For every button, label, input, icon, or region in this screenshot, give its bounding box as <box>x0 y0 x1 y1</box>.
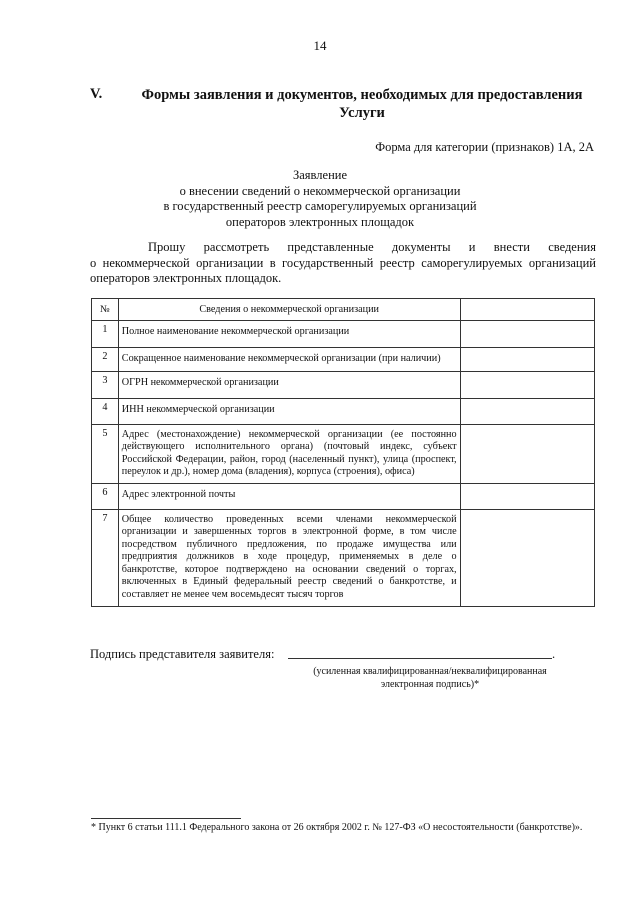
table-row <box>92 425 595 484</box>
row-label: Полное наименование некоммерческой организации <box>118 321 460 347</box>
signature-end-mark: . <box>552 647 556 661</box>
row-label: Сокращенное наименование некоммерческой организации (при наличии) <box>118 347 460 371</box>
row-value-cell[interactable] <box>460 372 594 398</box>
document-title-line: Заявление <box>292 168 347 182</box>
page-number: 14 <box>313 38 327 53</box>
table-row <box>92 483 595 509</box>
row-number: 7 <box>92 510 119 607</box>
document-title-line: в государственный реестр саморегулируемых организаций <box>163 199 477 213</box>
row-value-cell[interactable] <box>460 321 594 347</box>
footnote: * Пункт 6 статьи 111.1 Федерального закона от 26 октября 2002 г. № 127-ФЗ «О несостоятельности (банкротстве)». <box>91 822 583 833</box>
table-header-row <box>92 299 595 321</box>
intro-word: сведения <box>548 240 596 254</box>
row-number: 4 <box>92 398 119 424</box>
footnote-divider <box>91 818 241 819</box>
row-number: 5 <box>92 425 119 484</box>
header-info: Сведения о некоммерческой организации <box>118 299 460 321</box>
signature-label: Подпись представителя заявителя: <box>90 647 275 661</box>
row-label: Общее количество проведенных всеми членами некоммерческой организации и завершенных торгов в электронной форме, в том числе посредством публичного предложения, по продаже имущества или предприятия должников в ходе процедур, применяемых в деле о банкротстве, которое подтверждено на основании сведений о торгах, включенных в Единый федеральный реестр сведений о банкротстве, и составляет не менее чем восемьдесят тысяч торгов <box>118 510 460 607</box>
row-value-cell[interactable] <box>460 510 594 607</box>
document-title-line: операторов электронных площадок <box>225 214 415 229</box>
document-title <box>0 168 640 230</box>
row-label: ИНН некоммерческой организации <box>118 398 460 424</box>
row-value-cell[interactable] <box>460 483 594 509</box>
header-number: № <box>92 299 119 321</box>
table-row <box>92 398 595 424</box>
document-title-line: о внесении сведений о некоммерческой организации <box>179 183 461 198</box>
section-title: Формы заявления и документов, необходимых для предоставления Услуги <box>141 87 583 121</box>
signature-caption <box>270 666 590 691</box>
row-label: ОГРН некоммерческой организации <box>118 372 460 398</box>
row-value-cell[interactable] <box>460 398 594 424</box>
signature-line[interactable] <box>288 658 552 659</box>
intro-paragraph <box>90 240 596 287</box>
intro-word: документы <box>391 240 451 254</box>
organization-info-table <box>91 298 595 607</box>
intro-word: и <box>468 240 476 254</box>
intro-word: внести <box>493 240 530 254</box>
signature-caption-line: (усиленная квалифицированная/неквалифицированная <box>313 666 547 677</box>
table-row <box>92 372 595 398</box>
row-number: 6 <box>92 483 119 509</box>
intro-first-line <box>90 240 596 256</box>
table-row <box>92 321 595 347</box>
table-row <box>92 510 595 607</box>
row-number: 3 <box>92 372 119 398</box>
intro-word: Прошу <box>148 240 186 254</box>
row-value-cell[interactable] <box>460 347 594 371</box>
row-label: Адрес электронной почты <box>118 483 460 509</box>
table-row <box>92 347 595 371</box>
row-label: Адрес (местонахождение) некоммерческой организации (ее постоянно действующего исполнительного органа) (почтовый индекс, субъект Российской Федерации, район, город (населенный пункт), улица (проспект, переулок и др.), номер дома (владения), корпуса (строения), офиса) <box>118 425 460 484</box>
row-value-cell[interactable] <box>460 425 594 484</box>
section-number: V. <box>90 86 103 102</box>
intro-word: рассмотреть <box>203 240 270 254</box>
signature-caption-line: электронная подпись)* <box>380 678 480 690</box>
row-number: 2 <box>92 347 119 371</box>
header-value <box>460 299 594 321</box>
row-number: 1 <box>92 321 119 347</box>
form-category: Форма для категории (признаков) 1А, 2А <box>375 140 594 154</box>
intro-word: представленные <box>287 240 374 254</box>
intro-rest: о некоммерческой организации в государственный реестр саморегулируемых организаций операторов электронных площадок. <box>90 255 596 285</box>
